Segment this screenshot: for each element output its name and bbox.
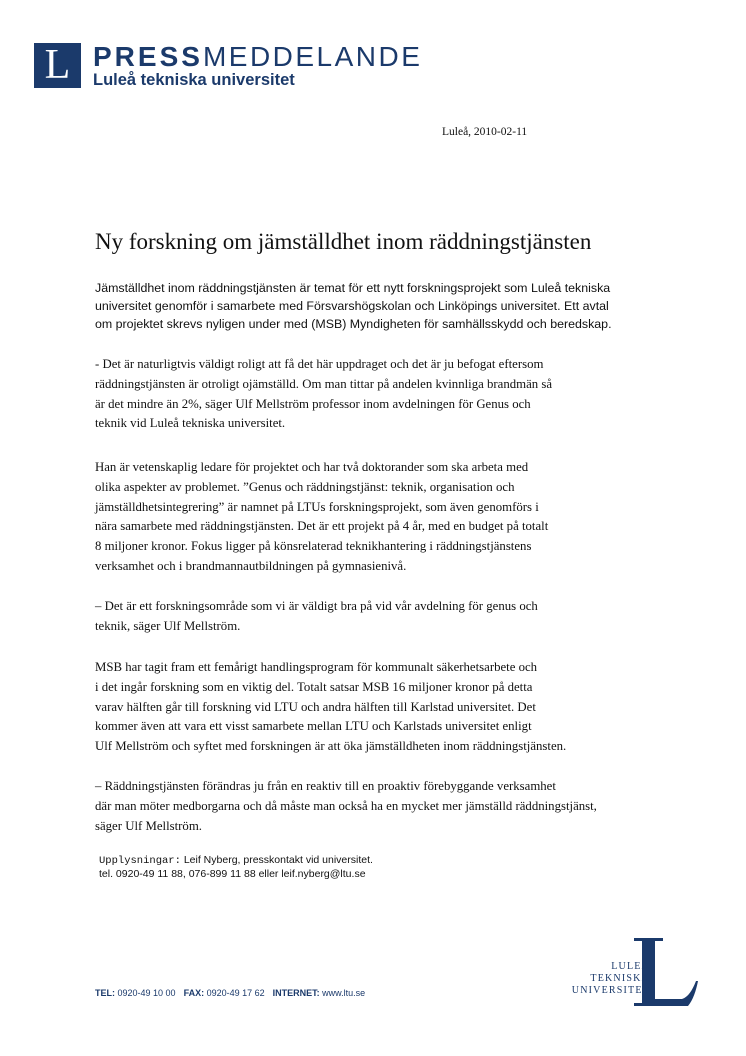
body-paragraph-1	[95, 355, 655, 434]
body-line: Ulf Mellström och syftet med forskningen är att öka jämställdheten inom räddningstjänsten.	[95, 739, 567, 754]
body-line: kommer även att vara ett visst samarbete mellan LTU och Karlstads universitet enligt	[95, 719, 532, 734]
headline: Ny forskning om jämställdhet inom räddningstjänsten	[95, 229, 592, 254]
body-line: teknik, säger Ulf Mellström.	[95, 618, 241, 633]
body-line: verksamhet och i brandmannautbildningen på gymnasienivå.	[95, 558, 407, 573]
body-line: varav hälften går till forskning vid LTU och andra hälften till Karlstad universitet. Det	[95, 699, 536, 714]
body-line: nära samarbete med räddningstjänsten. Det är ett projekt på 4 år, med en budget på totalt	[95, 519, 549, 534]
contact-person: Leif Nyberg, presskontakt vid universitet.	[180, 854, 373, 866]
body-line: – Det är ett forskningsområde som vi är väldigt bra på vid vår avdelning för genus och	[95, 599, 538, 613]
body-line: teknik vid Luleå tekniska universitet.	[95, 416, 286, 431]
body-paragraph-4	[95, 658, 655, 757]
press-date: Luleå, 2010-02-11	[442, 126, 528, 138]
contact-label: Upplysningar:	[99, 855, 181, 867]
uni-name-line: TEKNISKA	[590, 973, 650, 984]
body-line: säger Ulf Mellström.	[95, 818, 202, 833]
body-line: jämställdhetsintegrering” är namnet på LTUs forskningsprojekt, som även genomförs i	[95, 499, 539, 514]
body-line: räddningstjänsten är otroligt ojämställd. Om man tittar på andelen kvinnliga brandmän så	[95, 376, 553, 391]
header-subtitle: Luleå tekniska universitet	[93, 71, 295, 89]
contact-details: tel. 0920-49 11 88, 076-899 11 88 eller leif.nyberg@ltu.se	[99, 867, 366, 880]
footer-fax-label: FAX:	[183, 988, 205, 998]
university-name-block	[562, 961, 650, 997]
body-line: - Det är naturligtvis väldigt roligt att få det här uppdraget och det är ju befogat eftersom	[95, 357, 544, 371]
lead-line: universitet genomför i samarbete med Försvarshögskolan och Linköpings universitet. Ett avtal	[95, 299, 609, 313]
ltu-logo-mark: L	[34, 43, 81, 88]
body-line: Han är vetenskaplig ledare för projektet och har två doktorander som ska arbeta med	[95, 460, 529, 474]
uni-name-line: LULEÅ	[611, 961, 650, 972]
footer-internet-label: INTERNET:	[272, 988, 320, 998]
body-line: MSB har tagit fram ett femårigt handlingsprogram för kommunalt säkerhetsarbete och	[95, 660, 538, 674]
footer-tel-label: TEL:	[95, 988, 115, 998]
body-line: – Räddningstjänsten förändras ju från en reaktiv till en proaktiv förebyggande verksamhet	[95, 779, 556, 793]
lead-line: Jämställdhet inom räddningstjänsten är temat för ett nytt forskningsprojekt som Luleå tekniska	[95, 281, 611, 295]
body-line: i det ingår forskning som en viktig del. Totalt satsar MSB 16 miljoner kronor på detta	[95, 679, 533, 694]
body-line: 8 miljoner kronor. Fokus ligger på könsrelaterad teknikhantering i räddningstjänstens	[95, 539, 532, 554]
body-line: där man möter medborgarna och då måste man också ha en mycket mer jämställd räddningstjänst,	[95, 798, 597, 813]
header-title-light: MEDDELANDE	[202, 41, 423, 72]
footer-fax-value: 0920-49 17 62	[204, 988, 265, 998]
body-paragraph-3	[95, 597, 655, 637]
body-line: är det mindre än 2%, säger Ulf Mellström professor inom avdelningen för Genus och	[95, 396, 531, 411]
uni-name-line: UNIVERSITET	[571, 985, 650, 996]
footer-contact-bar	[95, 988, 365, 998]
header-title	[93, 40, 422, 74]
footer-tel-value: 0920-49 10 00	[115, 988, 176, 998]
contact-info	[99, 854, 373, 880]
body-paragraph-5	[95, 777, 655, 836]
header-title-bold: PRESS	[93, 41, 203, 72]
footer-internet-link[interactable]: www.ltu.se	[319, 988, 366, 998]
lead-paragraph	[95, 279, 655, 333]
body-paragraph-2	[95, 458, 655, 577]
lead-line: om projektet skrevs nyligen under med (MSB) Myndigheten för samhällsskydd och beredskap.	[95, 317, 612, 331]
body-line: olika aspekter av problemet. ”Genus och räddningstjänst: teknik, organisation och	[95, 479, 515, 494]
